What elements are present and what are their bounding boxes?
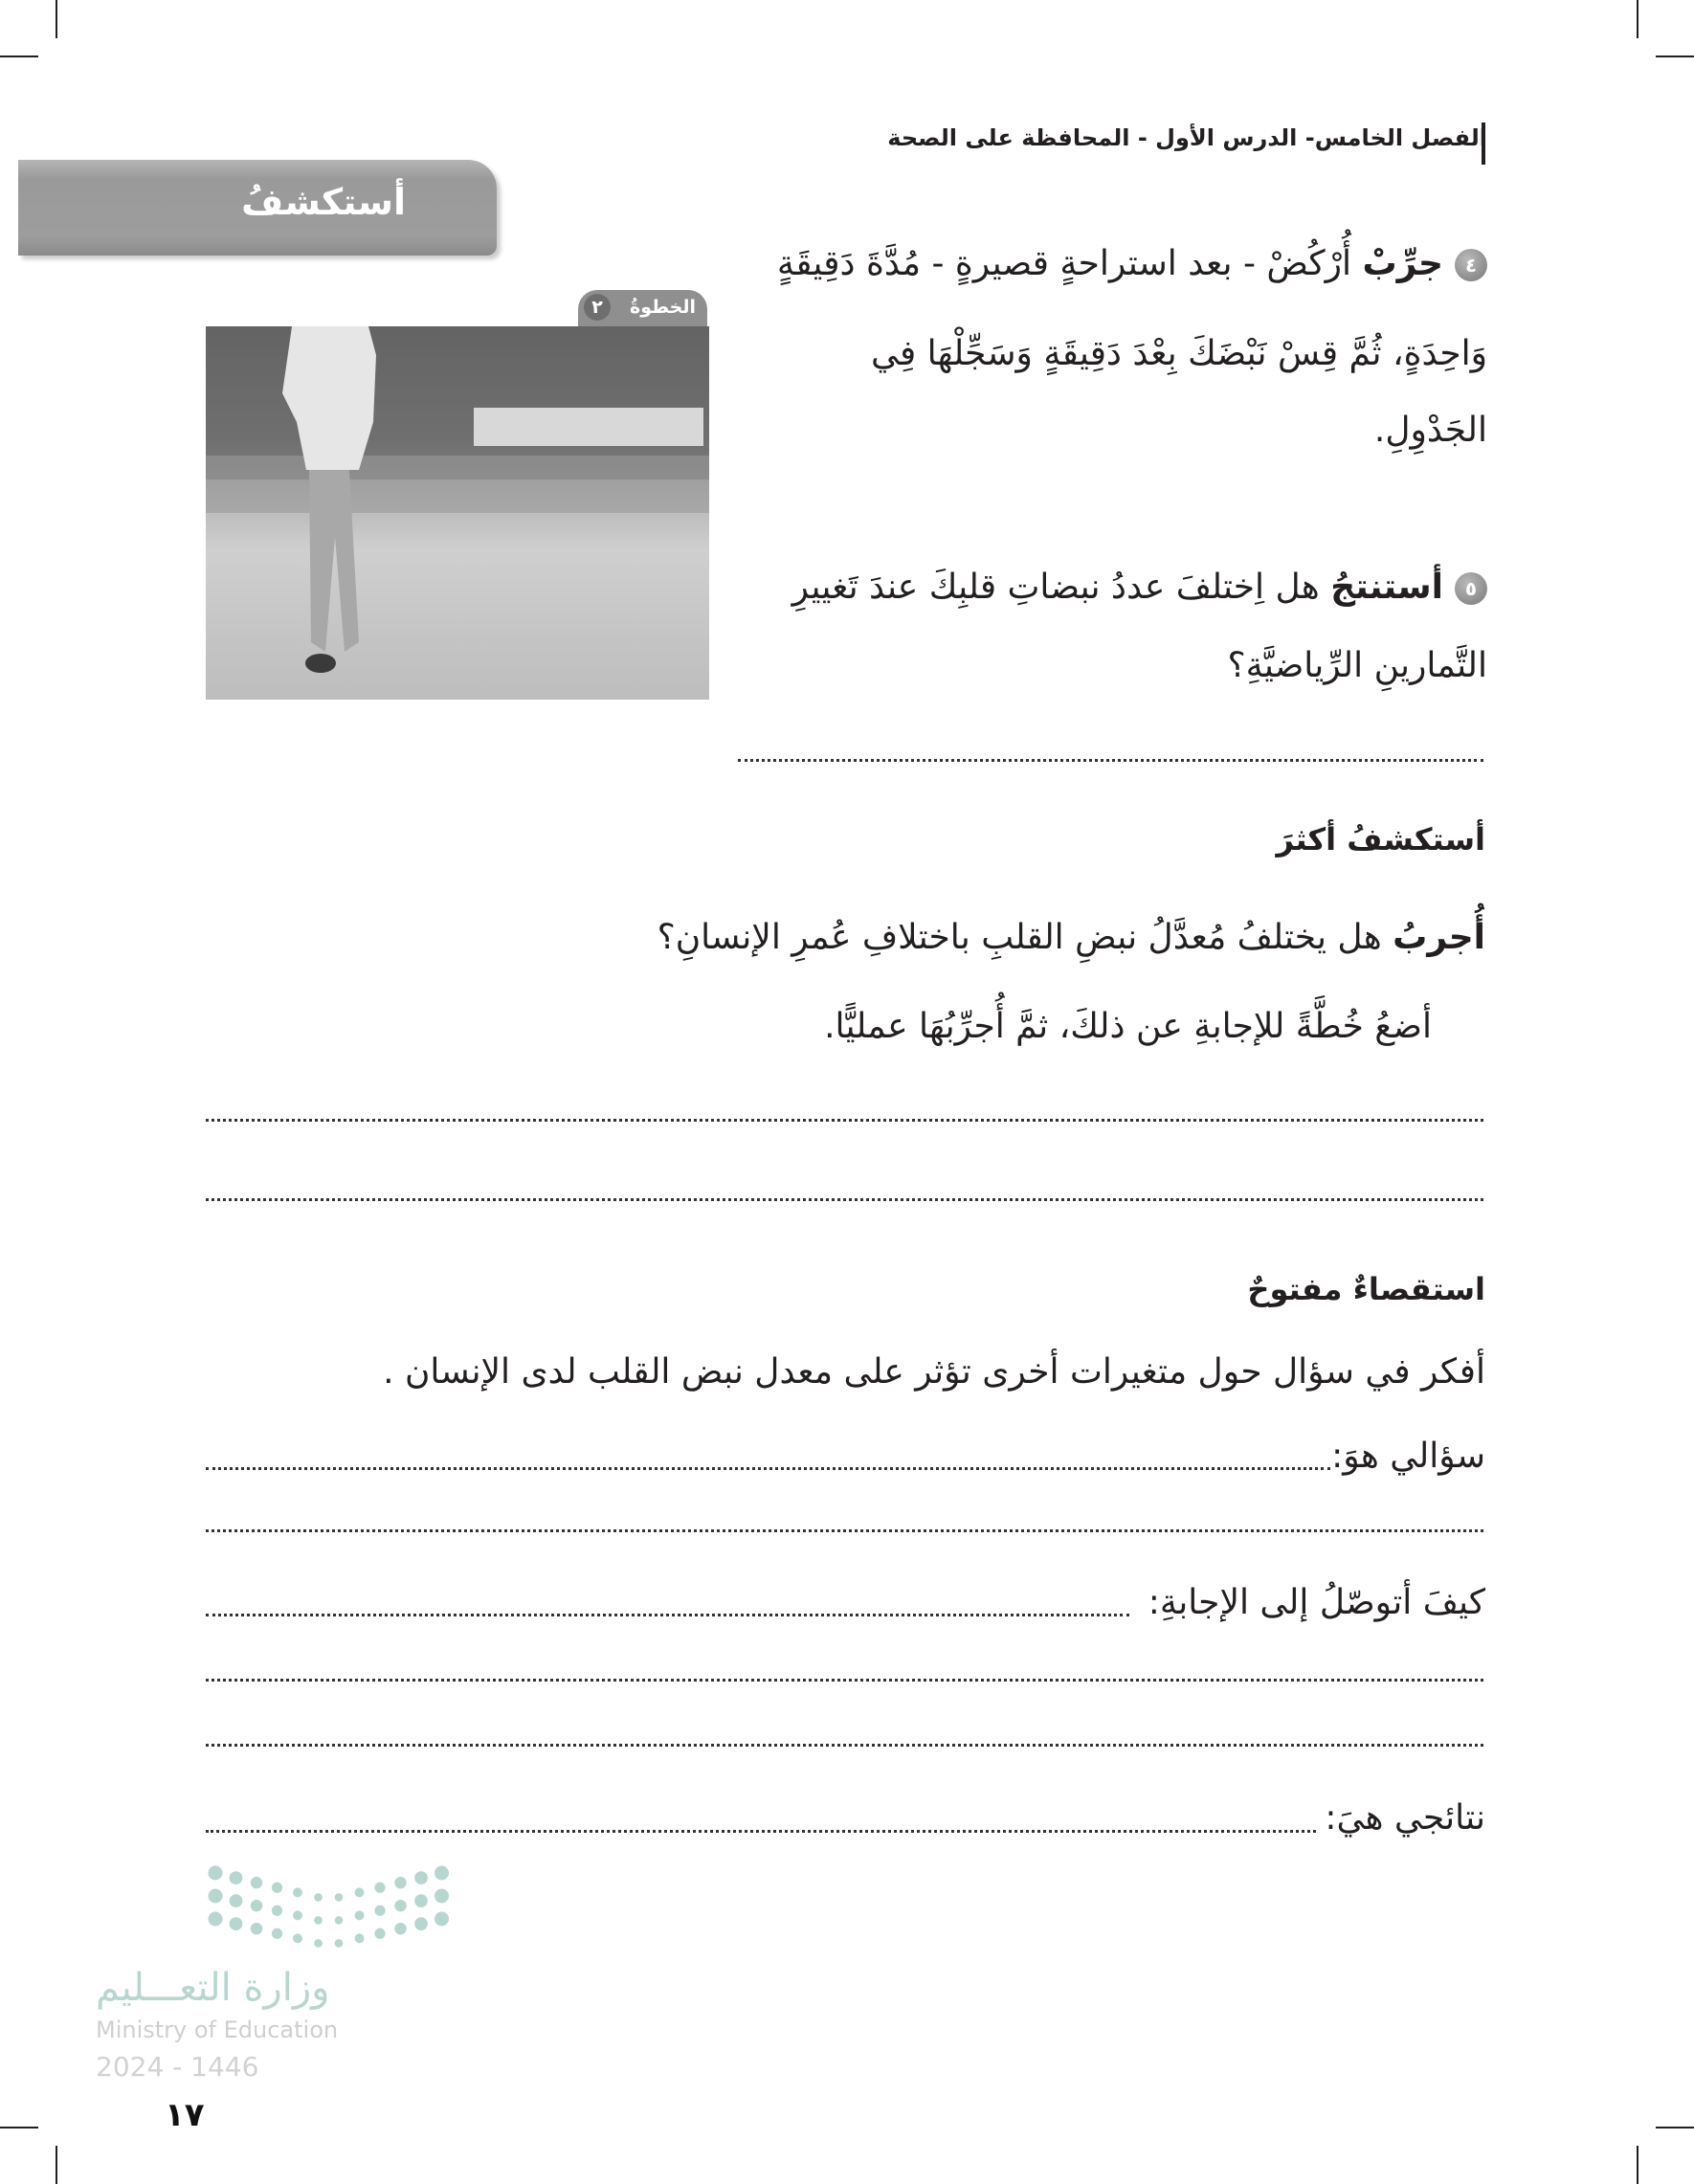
logo-dot (414, 1894, 428, 1907)
crop-mark (0, 56, 38, 57)
answer-line[interactable] (206, 1529, 1483, 1532)
logo-dot (209, 1912, 223, 1927)
question-text: هل يختلفُ مُعدَّلُ نبضِ القلبِ باختلافِ عُمرِ الإنسانِ؟ (657, 918, 1382, 957)
logo-dot (230, 1894, 243, 1907)
answer-line[interactable] (206, 1679, 1483, 1682)
logo-dot (435, 1912, 449, 1927)
logo-dot (335, 1939, 344, 1948)
step-number-badge: ٥ (1455, 572, 1487, 605)
logo-dot (251, 1923, 262, 1934)
question-verb: أُجربُ (1393, 918, 1485, 957)
logo-dot (374, 1883, 385, 1893)
logo-dot (435, 1889, 449, 1904)
results-line[interactable] (206, 1830, 1316, 1833)
open-inquiry-title: استقصاءٌ مفتوحٌ (1247, 1271, 1485, 1307)
logo-dot (251, 1877, 262, 1888)
how-label: كيفَ أتوصّلُ إلى الإجابةِ: (1148, 1583, 1485, 1622)
logo-dot (272, 1905, 282, 1916)
logo-dot (272, 1928, 282, 1939)
step-badge-number: ٢ (584, 294, 611, 321)
running-photo (206, 326, 709, 700)
logo-dot (394, 1877, 406, 1888)
step-text: أُرْكُضْ - بعد استراحةٍ قصيرةٍ - مُدَّةَ دَقِيقَةٍ (776, 244, 1352, 283)
logo-dot (293, 1910, 302, 1920)
step-4-line-2: وَاحِدَةٍ، ثُمَّ قِسْ نَبْضَكَ بِعْدَ دَقِيقَةٍ وَسَجِّلْهَا فِي (870, 334, 1487, 373)
logo-dot (293, 1887, 302, 1897)
explore-more-plan: أضعُ خُطَّةً للإجابةِ عن ذلكَ، ثمَّ أُجرِّبُهَا عمليًّا. (824, 1007, 1432, 1046)
step-badge (578, 290, 707, 326)
logo-dot (435, 1866, 449, 1881)
logo-dot (394, 1923, 406, 1934)
logo-dot (374, 1928, 385, 1939)
logo-dot (355, 1910, 365, 1920)
logo-dot (394, 1900, 406, 1911)
logo-dot (293, 1933, 302, 1943)
ministry-logo-icon (206, 1861, 455, 1957)
step-text: هل اِختلفَ عددُ نبضاتِ قلبِكَ عندَ تَغييرِ (791, 568, 1320, 607)
answer-line[interactable] (206, 1744, 1483, 1747)
answer-line[interactable] (206, 1119, 1483, 1122)
breadcrumb: الفصل الخامس- الدرس الأول - المحافظة على الصحة (887, 124, 1487, 151)
logo-dot (272, 1883, 282, 1893)
logo-dot (335, 1916, 344, 1925)
logo-dot (230, 1871, 243, 1884)
edition-year: 2024 - 1446 (96, 2051, 259, 2083)
logo-dot (355, 1887, 365, 1897)
step-verb: جرِّبْ (1362, 244, 1443, 283)
how-line[interactable] (206, 1614, 1129, 1616)
ministry-name-ar: وزارة التعـــليم (96, 1966, 330, 2010)
crop-mark (56, 0, 57, 38)
step-5-line-2: التَّمارينِ الرِّياضيَّةِ؟ (1227, 646, 1487, 685)
crop-mark (56, 2146, 57, 2184)
my-question-label: سؤالي هوَ: (1331, 1437, 1485, 1476)
crop-mark (1656, 2127, 1694, 2128)
logo-dot (314, 1939, 323, 1948)
step-5-line-1 (792, 568, 1487, 607)
logo-dot (314, 1916, 323, 1925)
step-verb: أستنتجُ (1330, 568, 1443, 607)
my-question-line[interactable] (206, 1467, 1330, 1470)
results-label: نتائجي هيَ: (1325, 1798, 1485, 1838)
page-number: ١٧ (165, 2096, 205, 2134)
runner-illustration (206, 326, 709, 700)
step-4-line-3: الجَدْوِلِ. (1373, 411, 1487, 450)
logo-dot (414, 1917, 428, 1930)
logo-dot (335, 1893, 344, 1902)
logo-dot (374, 1905, 385, 1916)
ministry-name-en: Ministry of Education (96, 2017, 339, 2043)
crop-mark (1637, 0, 1638, 38)
step-4-line-1 (777, 245, 1487, 283)
section-title: أستكشفُ (241, 181, 406, 223)
logo-dot (355, 1933, 365, 1943)
open-inquiry-prompt: أفكر في سؤال حول متغيرات أخرى تؤثر على معدل نبض القلب لدى الإنسان . (383, 1352, 1485, 1392)
answer-line[interactable] (738, 759, 1483, 762)
step-number-badge: ٤ (1455, 249, 1487, 281)
crop-mark (1637, 2146, 1638, 2184)
explore-more-question (658, 919, 1485, 957)
logo-dot (230, 1917, 243, 1930)
crop-mark (1656, 56, 1694, 57)
section-tab (18, 160, 497, 256)
logo-dot (414, 1871, 428, 1884)
explore-more-title: أستكشفُ أكثرَ (1276, 821, 1485, 858)
step-badge-label: الخطوةُ (630, 297, 696, 318)
logo-dot (209, 1866, 223, 1881)
crop-mark (0, 2127, 38, 2128)
logo-dot (251, 1900, 262, 1911)
logo-dot (209, 1889, 223, 1904)
logo-dot (314, 1893, 323, 1902)
answer-line[interactable] (206, 1198, 1483, 1201)
